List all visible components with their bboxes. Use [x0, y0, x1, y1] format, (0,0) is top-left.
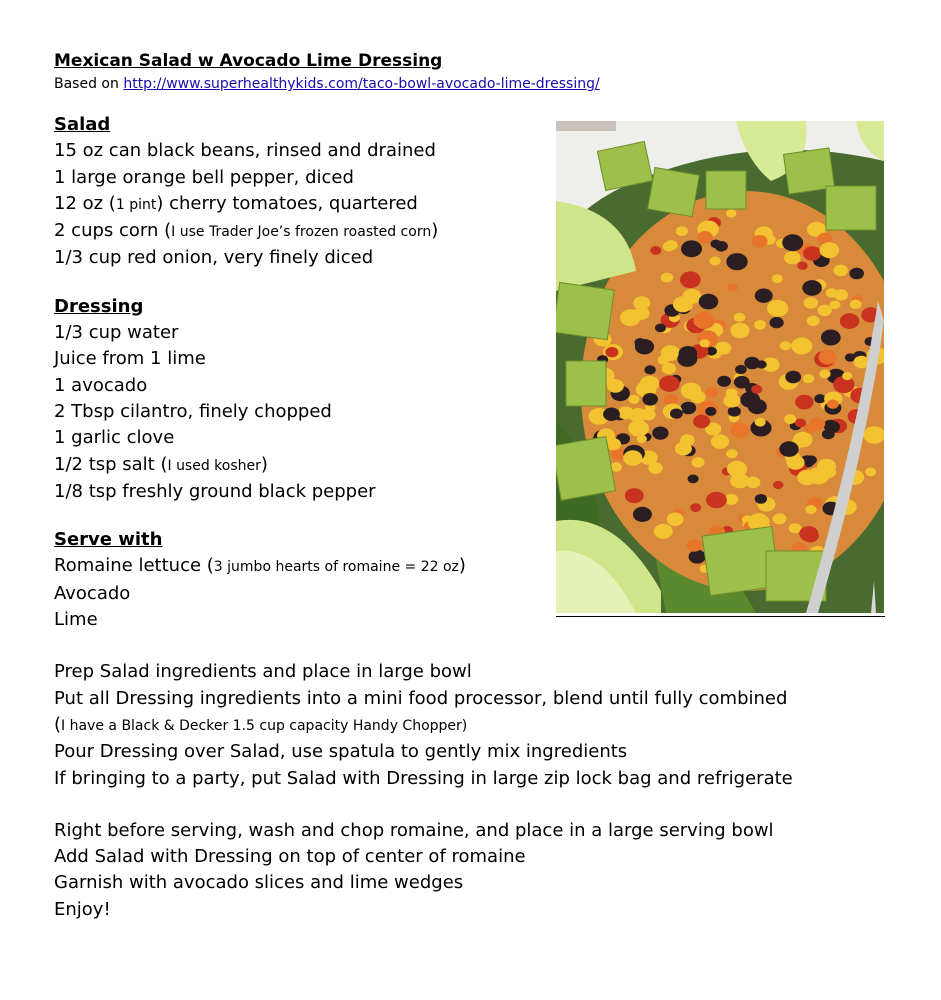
salad-bit [807, 316, 820, 326]
salad-heading: Salad [54, 114, 111, 135]
recipe-title: Mexican Salad w Avocado Lime Dressing [54, 51, 443, 71]
instruction-line: Prep Salad ingredients and place in large bowl [54, 661, 472, 683]
serving-line: Enjoy! [54, 898, 111, 920]
salad-bit [803, 246, 821, 261]
instruction-line: Put all Dressing ingredients into a mini food processor, blend until fully combined [54, 687, 788, 709]
salad-bit [686, 539, 702, 551]
salad-bit [804, 424, 816, 433]
salad-bit [785, 371, 801, 384]
salad-bit [705, 407, 716, 416]
salad-bit [773, 481, 783, 489]
salad-bit [659, 376, 680, 392]
salad-bit [817, 459, 836, 474]
serve-item: Lime [54, 609, 98, 631]
salad-item: 12 oz (1 pint) cherry tomatoes, quartered [54, 192, 418, 214]
salad-bit [820, 242, 840, 258]
salad-bit [618, 406, 634, 419]
serving-section [54, 818, 914, 923]
salad-bit [644, 365, 655, 374]
salad-bit [840, 313, 859, 329]
salad-bit [849, 268, 864, 280]
salad-bit [823, 420, 837, 431]
salad-bit [726, 209, 736, 217]
salad-bit [754, 320, 766, 330]
salad-bit [773, 513, 787, 524]
salad-photo-illustration [556, 121, 884, 613]
salad-bit [819, 369, 830, 378]
salad-bit [797, 262, 807, 270]
salad-photo [556, 121, 884, 613]
salad-bit [730, 423, 749, 438]
salad-bit [799, 526, 818, 541]
salad-bit [673, 296, 693, 312]
salad-bit [827, 400, 839, 409]
salad-bit [752, 235, 768, 248]
salad-bit [710, 240, 721, 249]
salad-bit [681, 240, 702, 257]
salad-item: 2 cups corn (I use Trader Joe’s frozen roasted corn) [54, 220, 439, 242]
salad-bit [767, 300, 788, 317]
serving-line: Add Salad with Dressing on top of center of romaine [54, 846, 526, 868]
salad-bit [826, 288, 838, 297]
salad-bit [784, 251, 800, 264]
instruction-line: (I have a Black & Decker 1.5 cup capacity Handy Chopper) [54, 713, 468, 735]
salad-bit [726, 449, 737, 458]
salad-bit [795, 418, 806, 427]
dressing-item: 2 Tbsp cilantro, finely chopped [54, 400, 332, 422]
photo-underline [556, 616, 885, 617]
dressing-item: 1 avocado [54, 374, 148, 396]
salad-bit [637, 435, 647, 443]
salad-bit [784, 414, 796, 424]
salad-bit [748, 399, 767, 414]
salad-bit [667, 513, 684, 526]
source-prefix: Based on [54, 76, 124, 92]
salad-bit [782, 234, 803, 251]
salad-bit [818, 305, 832, 316]
salad-bit [661, 273, 673, 283]
dressing-item-note: I used kosher [167, 457, 261, 474]
source-link[interactable]: http://www.superhealthykids.com/taco-bowl-avocado-lime-dressing/ [123, 76, 600, 92]
salad-bit [756, 360, 766, 368]
salad-bit [633, 296, 650, 310]
salad-bit [814, 394, 825, 403]
salad-bit [751, 385, 762, 394]
serve-item-note: 3 jumbo hearts of romaine = 22 oz [213, 559, 459, 576]
salad-bit [803, 374, 814, 383]
salad-bit [635, 339, 654, 354]
salad-bit [709, 257, 720, 266]
salad-bit [655, 324, 666, 333]
salad-bit [652, 427, 668, 440]
salad-bit [779, 441, 798, 457]
salad-bit [755, 418, 766, 427]
salad-bit [620, 309, 641, 326]
salad-bit [680, 402, 696, 415]
salad-bit [842, 372, 852, 380]
salad-bit [755, 494, 767, 504]
salad-bit [735, 365, 747, 374]
salad-bit [640, 376, 660, 392]
salad-bit [628, 420, 649, 437]
salad-bit [680, 271, 701, 288]
salad-item-note: I use Trader Joe’s frozen roasted corn [171, 224, 432, 241]
salad-bit [654, 524, 673, 539]
salad-bit [663, 241, 676, 251]
salad-bit [605, 347, 618, 357]
instructions-section [54, 659, 914, 791]
salad-bit [865, 468, 876, 477]
salad-bit [699, 294, 719, 310]
instruction-note: I have a Black & Decker 1.5 cup capacity Handy Chopper) [61, 717, 468, 734]
serve-item: Romaine lettuce (3 jumbo hearts of romaine = 22 oz) [54, 555, 466, 577]
salad-bit [628, 395, 639, 404]
salad-bit [780, 341, 791, 350]
serve-heading: Serve with [54, 529, 163, 551]
salad-bit [730, 323, 749, 338]
salad-bit [675, 442, 692, 456]
salad-bit [679, 346, 698, 361]
source-line [54, 74, 914, 94]
salad-bit [797, 470, 817, 486]
salad-bit [697, 231, 713, 244]
salad-bit [833, 265, 848, 277]
salad-bit [786, 455, 804, 470]
salad-bit [727, 461, 747, 477]
salad-bit [688, 475, 699, 484]
salad-bit [625, 488, 644, 503]
serving-line: Right before serving, wash and chop romaine, and place in a large serving bowl [54, 819, 774, 841]
salad-bit [805, 505, 816, 514]
salad-bit [728, 284, 738, 292]
salad-bit [804, 297, 819, 309]
salad-bit [670, 409, 683, 419]
salad-bit [642, 393, 658, 406]
salad-bit [676, 226, 688, 236]
salad-bit [690, 391, 706, 403]
instruction-line: If bringing to a party, put Salad with Dressing in large zip lock bag and refrigerate [54, 767, 793, 789]
salad-bit [623, 450, 642, 465]
salad-bit [693, 415, 710, 429]
salad-bit [711, 434, 729, 449]
salad-bit [734, 376, 750, 389]
salad-bit [772, 274, 783, 283]
salad-bit [734, 313, 746, 322]
salad-bit [795, 395, 813, 410]
salad-bit [717, 376, 731, 387]
salad-bit [850, 300, 862, 309]
salad-bit [650, 246, 661, 255]
salad-bit [603, 408, 620, 421]
salad-bit [699, 339, 709, 347]
salad-bit [726, 388, 738, 398]
dressing-heading: Dressing [54, 295, 144, 317]
salad-item: 15 oz can black beans, rinsed and drained [54, 140, 436, 162]
salad-bit [821, 330, 841, 346]
salad-item: 1 large orange bell pepper, diced [54, 166, 354, 188]
dressing-item: 1/8 tsp freshly ground black pepper [54, 480, 376, 502]
salad-bit [706, 492, 727, 509]
dressing-item: 1/2 tsp salt (I used kosher) [54, 453, 268, 475]
salad-item-note: 1 pint [115, 196, 157, 213]
salad-item: 1/3 cup red onion, very finely diced [54, 247, 374, 269]
salad-bit [693, 312, 715, 329]
salad-bit [726, 253, 747, 270]
serve-item: Avocado [54, 582, 131, 604]
salad-bit [648, 462, 662, 474]
salad-bit [633, 507, 652, 522]
salad-bit [818, 350, 836, 365]
dressing-item: 1 garlic clove [54, 427, 175, 449]
salad-bit [662, 363, 676, 374]
salad-bit [791, 338, 812, 355]
salad-bit [728, 406, 741, 416]
salad-bit [692, 457, 705, 467]
dressing-item: 1/3 cup water [54, 322, 179, 344]
salad-bit [755, 289, 773, 303]
salad-bit [802, 280, 822, 296]
instruction-line: Pour Dressing over Salad, use spatula to gently mix ingredients [54, 741, 628, 763]
salad-bit [689, 550, 706, 564]
salad-bit [746, 477, 760, 489]
salad-bit [690, 503, 701, 512]
salad-bit [770, 317, 784, 328]
serving-line: Garnish with avocado slices and lime wedges [54, 872, 464, 894]
salad-bit [705, 387, 718, 398]
dressing-item: Juice from 1 lime [54, 348, 206, 370]
